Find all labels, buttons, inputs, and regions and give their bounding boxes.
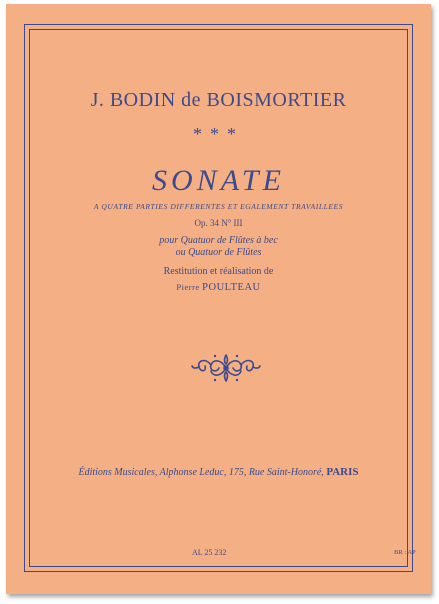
publisher-city: PARIS xyxy=(326,466,359,478)
star-ornament: *** xyxy=(193,124,244,144)
restitution-credit: Restitution et réalisation de xyxy=(163,266,274,277)
instrumentation-line-2: ou Quatuor de Flûtes xyxy=(175,247,262,258)
publisher-line xyxy=(6,466,431,478)
arranger-surname: POULTEAU xyxy=(202,282,261,293)
composer-name: J. BODIN de BOISMORTIER xyxy=(90,89,347,111)
publisher-address: Éditions Musicales, Alphonse Leduc, 175, Rue Saint-Honoré, xyxy=(78,467,324,478)
instrumentation-line-1: pour Quatuor de Flûtes à bec xyxy=(159,235,278,246)
score-cover xyxy=(6,4,431,594)
arranger-given-name: Pierre xyxy=(176,282,200,292)
catalog-number: AL 25 232 xyxy=(192,548,227,557)
opus-number: Op. 34 N° III xyxy=(194,218,243,228)
edition-code: BR : AP xyxy=(394,549,416,556)
work-subtitle: A QUATRE PARTIES DIFFERENTES ET EGALEMENT TRAVAILLEES xyxy=(93,202,344,211)
arranger-name xyxy=(6,282,431,293)
floral-ornament-icon xyxy=(191,351,261,385)
work-title: SONATE xyxy=(152,164,285,197)
